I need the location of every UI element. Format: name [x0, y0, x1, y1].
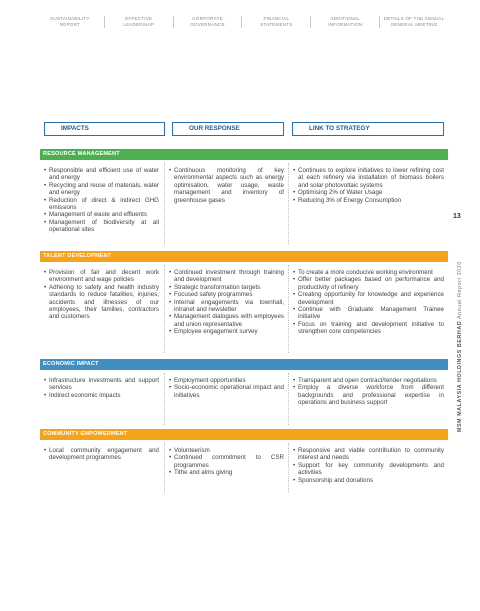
nav-label: GOVERNANCE [190, 22, 225, 27]
nav-label: STATEMENTS [260, 22, 293, 27]
impacts-cell [40, 443, 164, 493]
nav-corporate-governance[interactable] [173, 16, 242, 28]
nav-label: SUSTAINABILITY [50, 16, 90, 21]
bullet-item: • Internal engagements via townhall, intranet and newsletter [169, 299, 284, 314]
bullet-item: • Support for key community developments and activities [293, 462, 444, 477]
bullet-item: • Recycling and reuse of materials, water and energy [44, 182, 159, 197]
company-name: MSM MALAYSIA HOLDINGS BERHAD [457, 320, 463, 432]
nav-label: LEADERSHIP [123, 22, 155, 27]
bullet-item: • Optimising 2% of Water Usage [293, 189, 444, 196]
nav-label: FINANCIAL [263, 16, 290, 21]
page-number: 13 [453, 213, 461, 220]
top-navigation [36, 16, 448, 28]
impacts-cell [40, 373, 164, 425]
nav-label: EFFECTIVE [125, 16, 153, 21]
resource-management-row [40, 163, 448, 245]
report-side-title [457, 261, 463, 432]
response-cell [164, 163, 288, 245]
section-economic-impact: ECONOMIC IMPACT [40, 359, 448, 370]
bullet-item: • Local community engagement and development programmes [44, 447, 159, 462]
bullet-item: • Continued investment through training and development [169, 269, 284, 284]
bullet-item: • Adhering to safety and health industry standards to reduce fatalities, injuries, accidents and illnesses of our employees, their families, contractors and customers [44, 284, 159, 321]
nav-label: ADDITIONAL [330, 16, 361, 21]
bullet-item: • Employment opportunities [169, 377, 284, 384]
bullet-item: • Sponsorship and donations [293, 477, 444, 484]
talent-development-row [40, 265, 448, 353]
bullet-item: • Socio-economic operational impact and initiatives [169, 384, 284, 399]
our-response-header: OUR RESPONSE [172, 122, 284, 136]
section-talent-development: TALENT DEVELOPMENT [40, 251, 448, 262]
bullet-item: • Management of waste and effluents [44, 211, 159, 218]
impacts-cell [40, 163, 164, 245]
bullet-item: • Offer better packages based on performance and productivity of refinery [293, 276, 444, 291]
bullet-item: • Management dialogues with employees and union representative [169, 313, 284, 328]
strategy-cell [288, 443, 448, 493]
bullet-item: • Focus on training and development initiative to strengthen core competencies [293, 321, 444, 336]
nav-label: CORPORATE [192, 16, 223, 21]
nav-effective-leadership[interactable] [104, 16, 173, 28]
bullet-item: • Continues to explore initiatives to lower refining cost at each refinery via installation of biomass boilers and solar photovoltaic systems [293, 167, 444, 189]
bullet-item: • Infrastructure investments and support services [44, 377, 159, 392]
strategy-cell [288, 373, 448, 425]
impacts-header: IMPACTS [44, 122, 165, 136]
nav-sustainability-report[interactable] [36, 16, 104, 28]
response-cell [164, 373, 288, 425]
nav-label: GENERAL MEETING [390, 22, 438, 27]
nav-additional-information[interactable] [310, 16, 379, 28]
bullet-item: • Reduction of direct & indirect GHG emissions [44, 197, 159, 212]
economic-impact-row [40, 373, 448, 425]
bullet-item: • Tithe and alms giving [169, 469, 284, 476]
bullet-item: • Provision of fair and decent work environment and wage policies [44, 269, 159, 284]
impacts-cell [40, 265, 164, 353]
nav-agm-details[interactable] [379, 16, 448, 28]
nav-label: DETAILS OF THE ANNUAL [383, 16, 445, 21]
bullet-item: • Employ a diverse workforce from different backgrounds and professional expertise in operations and business support [293, 384, 444, 406]
bullet-item: • Responsive and viable contribution to community interest and needs [293, 447, 444, 462]
bullet-item: • To create a more conducive working environment [293, 269, 444, 276]
bullet-item: • Volunteerism [169, 447, 284, 454]
report-name: Annual Report 2020 [457, 261, 463, 320]
bullet-item: • Transparent and open contract/tender negotiations [293, 377, 444, 384]
bullet-item: • Indirect economic impacts [44, 392, 159, 399]
bullet-item: • Reducing 3% of Energy Consumption [293, 197, 444, 204]
bullet-item: • Focused safety programmes [169, 291, 284, 298]
bullet-item: • Management of biodiversity at all operational sites [44, 219, 159, 234]
response-cell [164, 265, 288, 353]
bullet-item: • Continue with Graduate Management Trainee initiative [293, 306, 444, 321]
section-resource-management: RESOURCE MANAGEMENT [40, 149, 448, 160]
nav-label: INFORMATION [328, 22, 363, 27]
bullet-item: • Responsible and efficient use of water and energy [44, 167, 159, 182]
nav-financial-statements[interactable] [241, 16, 310, 28]
response-cell [164, 443, 288, 493]
community-empowerment-row [40, 443, 448, 493]
strategy-cell [288, 163, 448, 245]
strategy-cell [288, 265, 448, 353]
bullet-item: • Continuous monitoring of key environmental aspects such as energy optimisation, water usage, waste management and inventory of greenhouse gases [169, 167, 284, 204]
nav-label: REPORT [59, 22, 81, 27]
bullet-item: • Employee engagement survey [169, 328, 284, 335]
column-headers [44, 122, 444, 136]
bullet-item: • Creating opportunity for knowledge and experience development [293, 291, 444, 306]
bullet-item: • Continued commitment to CSR programmes [169, 454, 284, 469]
section-community-empowerment: COMMUNITY EMPOWERMENT [40, 429, 448, 440]
link-to-strategy-header: LINK TO STRATEGY [292, 122, 444, 136]
bullet-item: • Strategic transformation targets [169, 284, 284, 291]
